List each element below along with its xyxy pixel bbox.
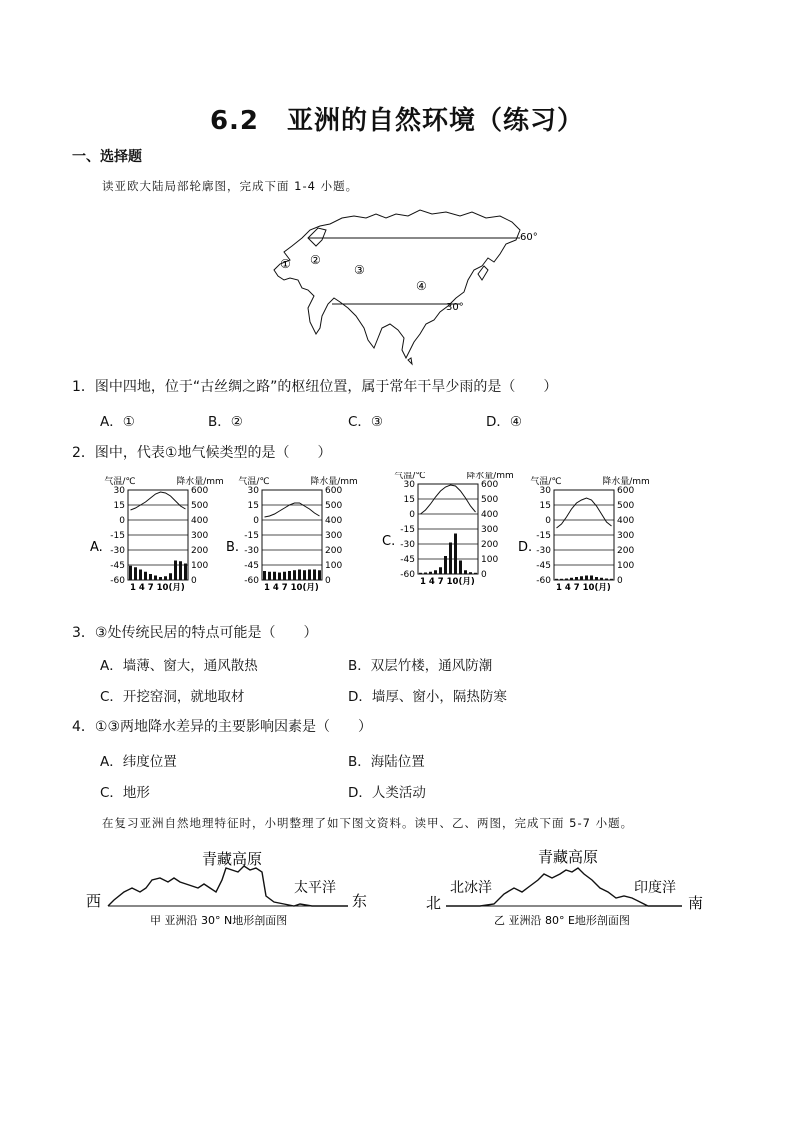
precip-tick: 600 bbox=[481, 480, 499, 490]
precip-tick: 200 bbox=[481, 540, 499, 550]
japan bbox=[478, 266, 488, 280]
temp-tick: -15 bbox=[400, 525, 415, 535]
precip-tick: 600 bbox=[325, 486, 343, 496]
precip-axis-label: 降水量/mm bbox=[310, 477, 358, 487]
precip-tick: 300 bbox=[617, 531, 635, 541]
precip-bar bbox=[298, 570, 301, 581]
precip-bar bbox=[600, 578, 603, 580]
label-60: 60° bbox=[520, 232, 538, 243]
precip-bar bbox=[434, 570, 437, 574]
intro-5-7: 在复习亚洲自然地理特征时，小明整理了如下图文资料。读甲、乙、两图，完成下面 5-7 小题。 bbox=[102, 816, 634, 830]
precip-bar bbox=[139, 570, 142, 581]
temp-tick: 0 bbox=[545, 516, 551, 526]
precip-bar bbox=[149, 574, 152, 580]
precip-bar bbox=[313, 570, 316, 581]
temp-tick: 15 bbox=[247, 501, 259, 511]
question-3: 3．③处传统民居的特点可能是（ ） bbox=[72, 625, 318, 641]
question-2: 2．图中，代表①地气候类型的是（ ） bbox=[72, 445, 332, 461]
page-title bbox=[0, 100, 794, 137]
precip-bar bbox=[444, 556, 447, 574]
precip-bar bbox=[169, 573, 172, 580]
marker-4: ④ bbox=[416, 279, 427, 293]
precip-tick: 500 bbox=[617, 501, 635, 511]
precip-bar bbox=[464, 570, 467, 574]
precip-bar bbox=[610, 579, 613, 580]
temperature-line bbox=[421, 485, 476, 514]
question-1: 1．图中四地，位于“古丝绸之路”的枢纽位置，属于常年干旱少雨的是（ ） bbox=[72, 379, 558, 395]
plateau-label-1: 青藏高原 bbox=[202, 850, 263, 868]
q3-option-c[interactable]: C．开挖窑洞，就地取材 bbox=[100, 689, 245, 705]
precip-tick: 500 bbox=[481, 495, 499, 505]
precip-tick: 300 bbox=[325, 531, 343, 541]
indian-label: 印度洋 bbox=[634, 880, 676, 896]
temp-tick: -45 bbox=[244, 561, 259, 571]
precip-tick: 400 bbox=[481, 510, 499, 520]
q1-option-d[interactable]: D．④ bbox=[486, 414, 522, 430]
west-label: 西 bbox=[86, 892, 102, 910]
precip-bar bbox=[154, 576, 157, 581]
precip-bar bbox=[174, 561, 177, 581]
precip-bar bbox=[184, 564, 187, 581]
precip-bar bbox=[439, 567, 442, 574]
precip-bar bbox=[570, 578, 573, 580]
precip-tick: 500 bbox=[325, 501, 343, 511]
precip-bar bbox=[560, 579, 563, 580]
precip-tick: 300 bbox=[191, 531, 209, 541]
precip-bar bbox=[288, 571, 291, 580]
month-ticks: 1 4 7 10(月) bbox=[420, 577, 475, 587]
q3-option-b[interactable]: B．双层竹楼，通风防潮 bbox=[348, 658, 493, 674]
precip-bar bbox=[555, 579, 558, 580]
precip-tick: 400 bbox=[191, 516, 209, 526]
q4-option-c[interactable]: C．地形 bbox=[100, 785, 150, 801]
precip-bar bbox=[144, 572, 147, 580]
temp-tick: 0 bbox=[409, 510, 415, 520]
precip-bar bbox=[159, 577, 162, 580]
precip-bar bbox=[605, 579, 608, 581]
title-number: 6.2 bbox=[209, 106, 260, 136]
eurasia-outline bbox=[274, 210, 520, 358]
precip-bar bbox=[278, 573, 281, 581]
chart-letter: D. bbox=[518, 540, 533, 555]
temp-tick: 30 bbox=[113, 486, 125, 496]
precip-bar bbox=[419, 573, 422, 574]
temp-tick: 15 bbox=[113, 501, 125, 511]
precip-bar bbox=[469, 572, 472, 574]
precip-tick: 0 bbox=[325, 576, 331, 586]
arctic-label: 北冰洋 bbox=[450, 880, 492, 896]
precip-tick: 600 bbox=[191, 486, 209, 496]
ceylon bbox=[408, 358, 412, 364]
precip-bar bbox=[575, 577, 578, 580]
temp-tick: -15 bbox=[244, 531, 259, 541]
precip-bar bbox=[585, 576, 588, 581]
precip-tick: 100 bbox=[617, 561, 635, 571]
temp-axis-label: 气温/℃ bbox=[104, 477, 136, 487]
precip-bar bbox=[590, 576, 593, 581]
caption-2: 乙 亚洲沿 80° E地形剖面图 bbox=[494, 914, 630, 927]
marker-2: ② bbox=[310, 253, 321, 267]
climate-charts bbox=[90, 472, 650, 612]
precip-tick: 100 bbox=[481, 555, 499, 565]
precip-bar bbox=[308, 570, 311, 581]
section-heading: 一、选择题 bbox=[72, 149, 142, 165]
temp-tick: -30 bbox=[400, 540, 415, 550]
temp-tick: -30 bbox=[536, 546, 551, 556]
q4-option-a[interactable]: A．纬度位置 bbox=[100, 754, 177, 770]
precip-tick: 300 bbox=[481, 525, 499, 535]
south-label: 南 bbox=[688, 894, 704, 912]
temp-tick: -15 bbox=[536, 531, 551, 541]
month-ticks: 1 4 7 10(月) bbox=[556, 583, 611, 593]
precip-bar bbox=[424, 573, 427, 575]
temp-tick: 30 bbox=[247, 486, 259, 496]
q3-option-a[interactable]: A．墙薄、窗大，通风散热 bbox=[100, 658, 258, 674]
temp-tick: -45 bbox=[400, 555, 415, 565]
precip-tick: 400 bbox=[325, 516, 343, 526]
precip-bar bbox=[293, 570, 296, 580]
marker-1: ① bbox=[280, 257, 291, 271]
temp-axis-label: 气温/℃ bbox=[530, 477, 562, 487]
precip-bar bbox=[595, 577, 598, 580]
temp-tick: -30 bbox=[244, 546, 259, 556]
precip-bar bbox=[273, 572, 276, 580]
precip-axis-label: 降水量/mm bbox=[466, 472, 514, 481]
north-label: 北 bbox=[426, 894, 442, 912]
precip-tick: 100 bbox=[191, 561, 209, 571]
precip-bar bbox=[134, 567, 137, 580]
precip-tick: 200 bbox=[191, 546, 209, 556]
q1-option-a[interactable]: A．① bbox=[100, 414, 135, 430]
temp-tick: -15 bbox=[110, 531, 125, 541]
month-ticks: 1 4 7 10(月) bbox=[264, 583, 319, 593]
caption-1: 甲 亚洲沿 30° N地形剖面图 bbox=[150, 914, 288, 927]
temp-tick: -60 bbox=[536, 576, 551, 586]
precip-axis-label: 降水量/mm bbox=[602, 477, 650, 487]
precip-bar bbox=[565, 579, 568, 581]
scandinavia bbox=[308, 228, 326, 246]
precip-tick: 400 bbox=[617, 516, 635, 526]
temp-tick: -60 bbox=[110, 576, 125, 586]
marker-3: ③ bbox=[354, 263, 365, 277]
precip-tick: 0 bbox=[617, 576, 623, 586]
q4-option-d[interactable]: D．人类活动 bbox=[348, 785, 426, 801]
precip-bar bbox=[449, 543, 452, 575]
temp-tick: -60 bbox=[244, 576, 259, 586]
q1-option-b[interactable]: B．② bbox=[208, 414, 243, 430]
temperature-line bbox=[557, 498, 612, 528]
temp-tick: -45 bbox=[536, 561, 551, 571]
precip-bar bbox=[129, 566, 132, 580]
temp-tick: 15 bbox=[539, 501, 551, 511]
temp-tick: -30 bbox=[110, 546, 125, 556]
temp-tick: 15 bbox=[403, 495, 415, 505]
precip-bar bbox=[268, 572, 271, 580]
q1-option-c[interactable]: C．③ bbox=[348, 414, 384, 430]
temp-axis-label: 气温/℃ bbox=[394, 472, 426, 481]
precip-tick: 500 bbox=[191, 501, 209, 511]
month-ticks: 1 4 7 10(月) bbox=[130, 583, 185, 593]
temp-tick: 30 bbox=[403, 480, 415, 490]
eurasia-map bbox=[250, 200, 550, 370]
chart-letter: B. bbox=[226, 540, 240, 555]
temp-tick: -45 bbox=[110, 561, 125, 571]
temp-axis-label: 气温/℃ bbox=[238, 477, 270, 487]
precip-bar bbox=[454, 534, 457, 575]
intro-1-4: 读亚欧大陆局部轮廓图，完成下面 1-4 小题。 bbox=[102, 179, 359, 193]
east-label: 东 bbox=[352, 892, 368, 910]
pacific-label: 太平洋 bbox=[294, 880, 336, 896]
temp-tick: 30 bbox=[539, 486, 551, 496]
precip-tick: 100 bbox=[325, 561, 343, 571]
temp-tick: 0 bbox=[253, 516, 259, 526]
title-text: 亚洲的自然环境（练习） bbox=[287, 106, 585, 136]
profile-80e bbox=[420, 840, 720, 932]
q4-option-b[interactable]: B．海陆位置 bbox=[348, 754, 425, 770]
label-30: 30° bbox=[446, 302, 464, 313]
precip-bar bbox=[318, 570, 321, 580]
precip-bar bbox=[263, 571, 266, 580]
precip-bar bbox=[164, 576, 167, 580]
q3-option-d[interactable]: D．墙厚、窗小，隔热防寒 bbox=[348, 689, 507, 705]
precip-bar bbox=[179, 561, 182, 580]
chart-letter: A. bbox=[90, 540, 103, 555]
temperature-line bbox=[131, 492, 186, 510]
precip-bar bbox=[459, 561, 462, 575]
precip-axis-label: 降水量/mm bbox=[176, 477, 224, 487]
chart-letter: C. bbox=[382, 534, 396, 549]
precip-bar bbox=[474, 573, 477, 574]
precip-tick: 200 bbox=[617, 546, 635, 556]
plateau-label-2: 青藏高原 bbox=[538, 848, 599, 866]
temp-tick: 0 bbox=[119, 516, 125, 526]
precip-tick: 0 bbox=[191, 576, 197, 586]
precip-bar bbox=[283, 572, 286, 580]
question-4: 4．①③两地降水差异的主要影响因素是（ ） bbox=[72, 719, 373, 735]
precip-tick: 0 bbox=[481, 570, 487, 580]
temp-tick: -60 bbox=[400, 570, 415, 580]
precip-tick: 600 bbox=[617, 486, 635, 496]
precip-bar bbox=[429, 572, 432, 574]
precip-tick: 200 bbox=[325, 546, 343, 556]
precip-bar bbox=[303, 570, 306, 580]
precip-bar bbox=[580, 576, 583, 580]
profile-30n bbox=[80, 840, 380, 932]
